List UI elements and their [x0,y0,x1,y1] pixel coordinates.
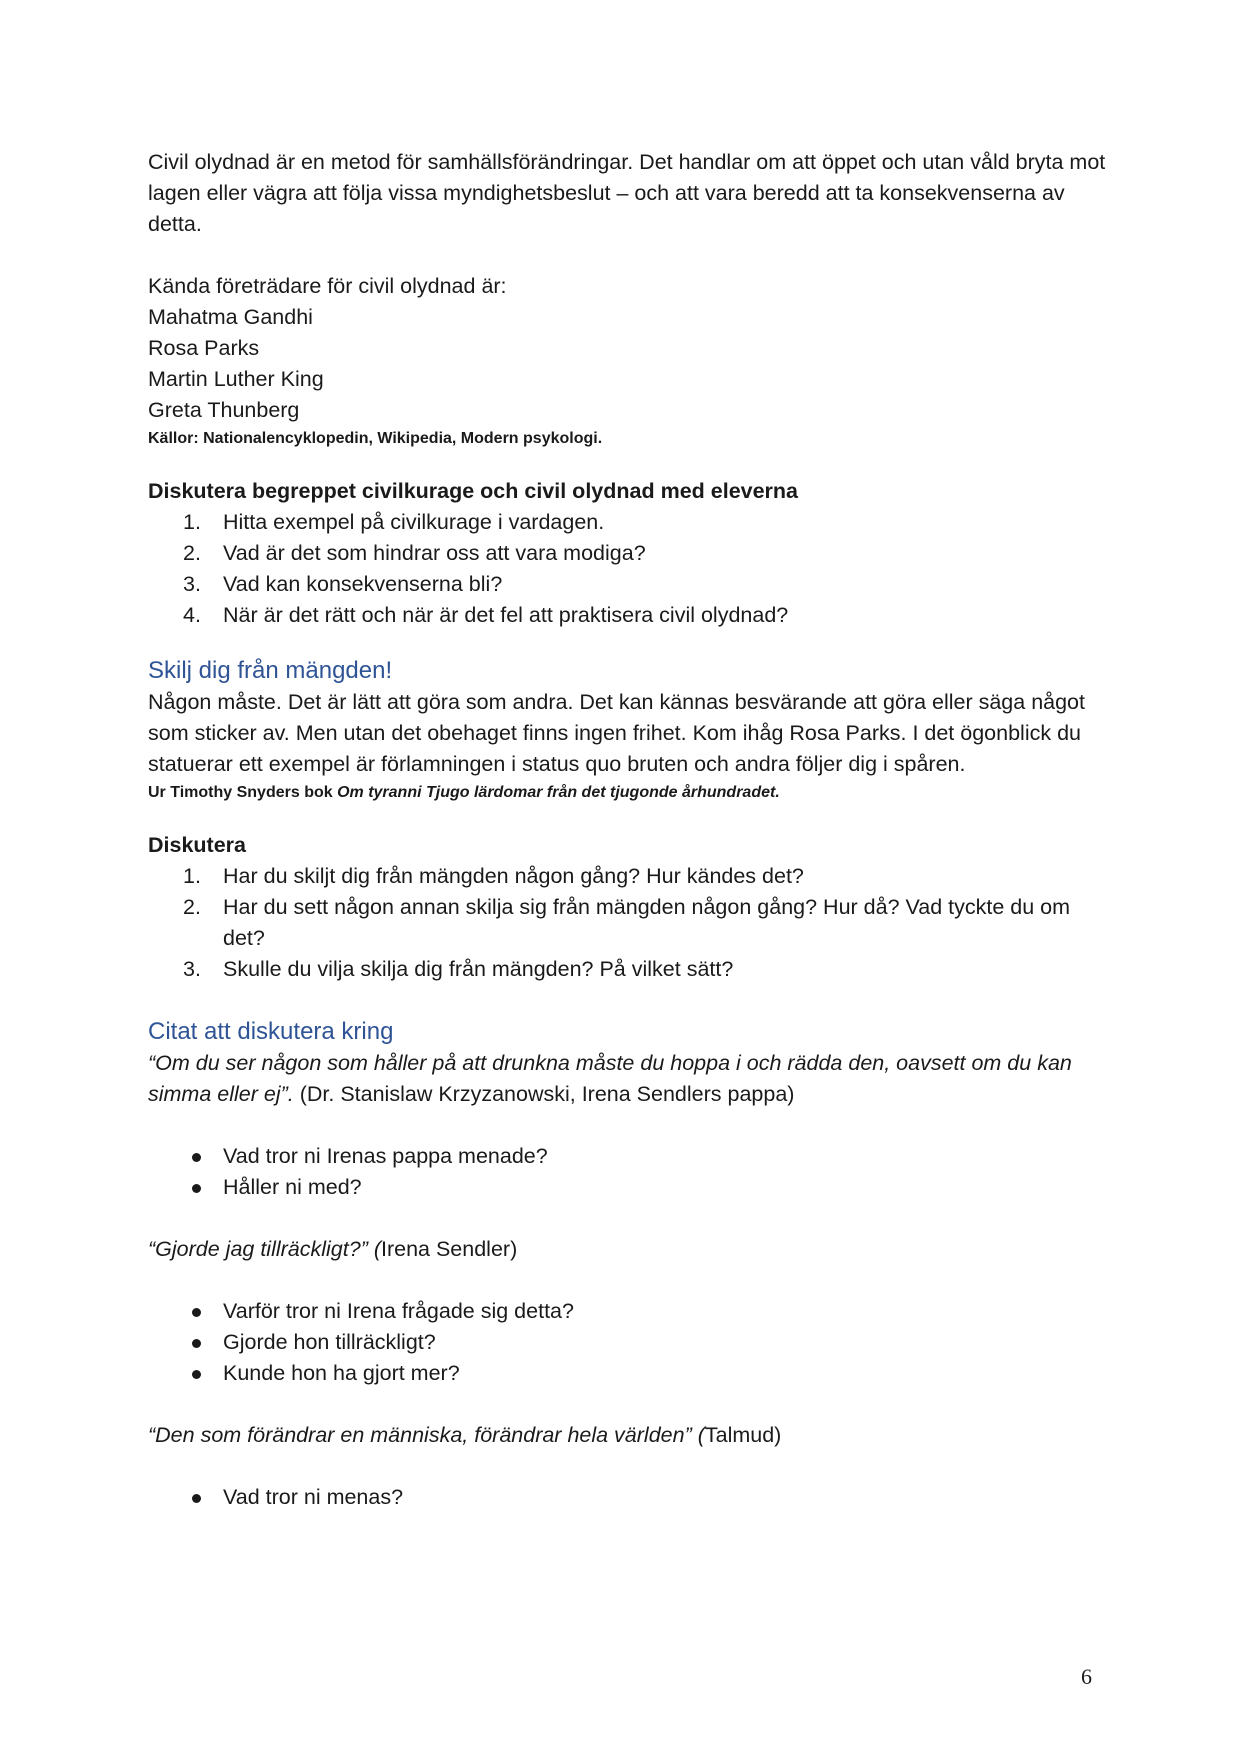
quote-attribution: (Dr. Stanislaw Krzyzanowski, Irena Sendlers pappa) [293,1082,795,1106]
representatives-heading: Kända företrädare för civil olydnad är: [148,274,507,298]
list-item [148,600,1108,631]
person-name: Rosa Parks [148,336,260,360]
quote-block [148,1234,1108,1265]
bullet-icon [192,1494,201,1503]
list-number: 3. [183,572,201,596]
person-name: Greta Thunberg [148,398,300,422]
book-title: Om tyranni Tjugo lärdomar från det tjugonde århundradet. [337,784,780,801]
source-prefix: Ur Timothy Snyders bok [148,784,338,801]
question-list [148,1296,1108,1389]
bullet-icon [192,1184,201,1193]
list-item [148,569,1108,600]
book-source-note [148,780,1108,806]
list-item [148,892,1108,954]
list-item-text: Vad kan konsekvenserna bli? [223,572,503,596]
list-number: 1. [183,510,201,534]
quote-text: “Den som förändrar en människa, förändrar hela världen” ( [148,1423,705,1447]
list-number: 2. [183,541,201,565]
list-item [148,1482,1108,1513]
list-item-text: Kunde hon ha gjort mer? [223,1361,460,1385]
list-item-text: Hitta exempel på civilkurage i vardagen. [223,510,605,534]
page-number: 6 [1081,1664,1092,1689]
list-number: 4. [183,603,201,627]
bullet-icon [192,1308,201,1317]
section-title: Skilj dig från mängden! [148,657,393,684]
document-page [148,147,1108,1513]
list-item [148,538,1108,569]
discussion-heading: Diskutera begreppet civilkurage och civil olydnad med eleverna [148,479,799,503]
list-item [148,1172,1108,1203]
quote-text: “Gjorde jag tillräckligt?” ( [148,1237,381,1261]
intro-paragraph: Civil olydnad är en metod för samhällsförändringar. Det handlar om att öppet och utan våld bryta mot lagen eller vägra att följa vissa myndighetsbeslut – och att vara beredd att ta konsekvenserna av detta. [148,150,1106,236]
list-item-text: När är det rätt och när är det fel att praktisera civil olydnad? [223,603,789,627]
list-item [148,954,1108,985]
discussion-heading: Diskutera [148,833,246,857]
list-item [148,1296,1108,1327]
bullet-icon [192,1339,201,1348]
list-number: 2. [183,895,201,919]
question-list [148,1141,1108,1203]
list-item-text: Håller ni med? [223,1175,362,1199]
question-list [148,1482,1108,1513]
stand-out-paragraph: Någon måste. Det är lätt att göra som andra. Det kan kännas besvärande att göra eller säga något som sticker av. Men utan det obehaget finns ingen frihet. Kom ihåg Rosa Parks. I det ögonblick du statuerar ett exempel är förlamningen i status quo bruten och andra följer dig i spåren. [148,690,1085,776]
discussion-list [148,507,1108,631]
quote-block [148,1048,1108,1110]
section-title: Citat att diskutera kring [148,1018,394,1045]
quote-attribution: Irena Sendler) [380,1237,518,1261]
list-number: 1. [183,864,201,888]
person-name: Mahatma Gandhi [148,305,313,329]
bullet-icon [192,1370,201,1379]
list-number: 3. [183,957,201,981]
list-item [148,507,1108,538]
sources-note: Källor: Nationalencyklopedin, Wikipedia, Modern psykologi. [148,430,603,447]
list-item-text: Har du sett någon annan skilja sig från mängden någon gång? Hur då? Vad tyckte du om det? [223,895,1071,950]
list-item-text: Vad tror ni Irenas pappa menade? [223,1144,548,1168]
person-name: Martin Luther King [148,367,324,391]
list-item-text: Skulle du vilja skilja dig från mängden? På vilket sätt? [223,957,734,981]
list-item-text: Har du skiljt dig från mängden någon gång? Hur kändes det? [223,864,804,888]
list-item [148,861,1108,892]
quote-block [148,1420,1108,1451]
list-item-text: Varför tror ni Irena frågade sig detta? [223,1299,574,1323]
discussion-list [148,861,1108,985]
list-item-text: Gjorde hon tillräckligt? [223,1330,436,1354]
quote-attribution: Talmud) [704,1423,782,1447]
list-item [148,1327,1108,1358]
bullet-icon [192,1153,201,1162]
list-item-text: Vad tror ni menas? [223,1485,404,1509]
quote-text: “Om du ser någon som håller på att drunkna måste du hoppa i och rädda den, oavsett om du kan simma eller ej”. [148,1051,1072,1106]
list-item [148,1141,1108,1172]
list-item [148,1358,1108,1389]
list-item-text: Vad är det som hindrar oss att vara modiga? [223,541,646,565]
